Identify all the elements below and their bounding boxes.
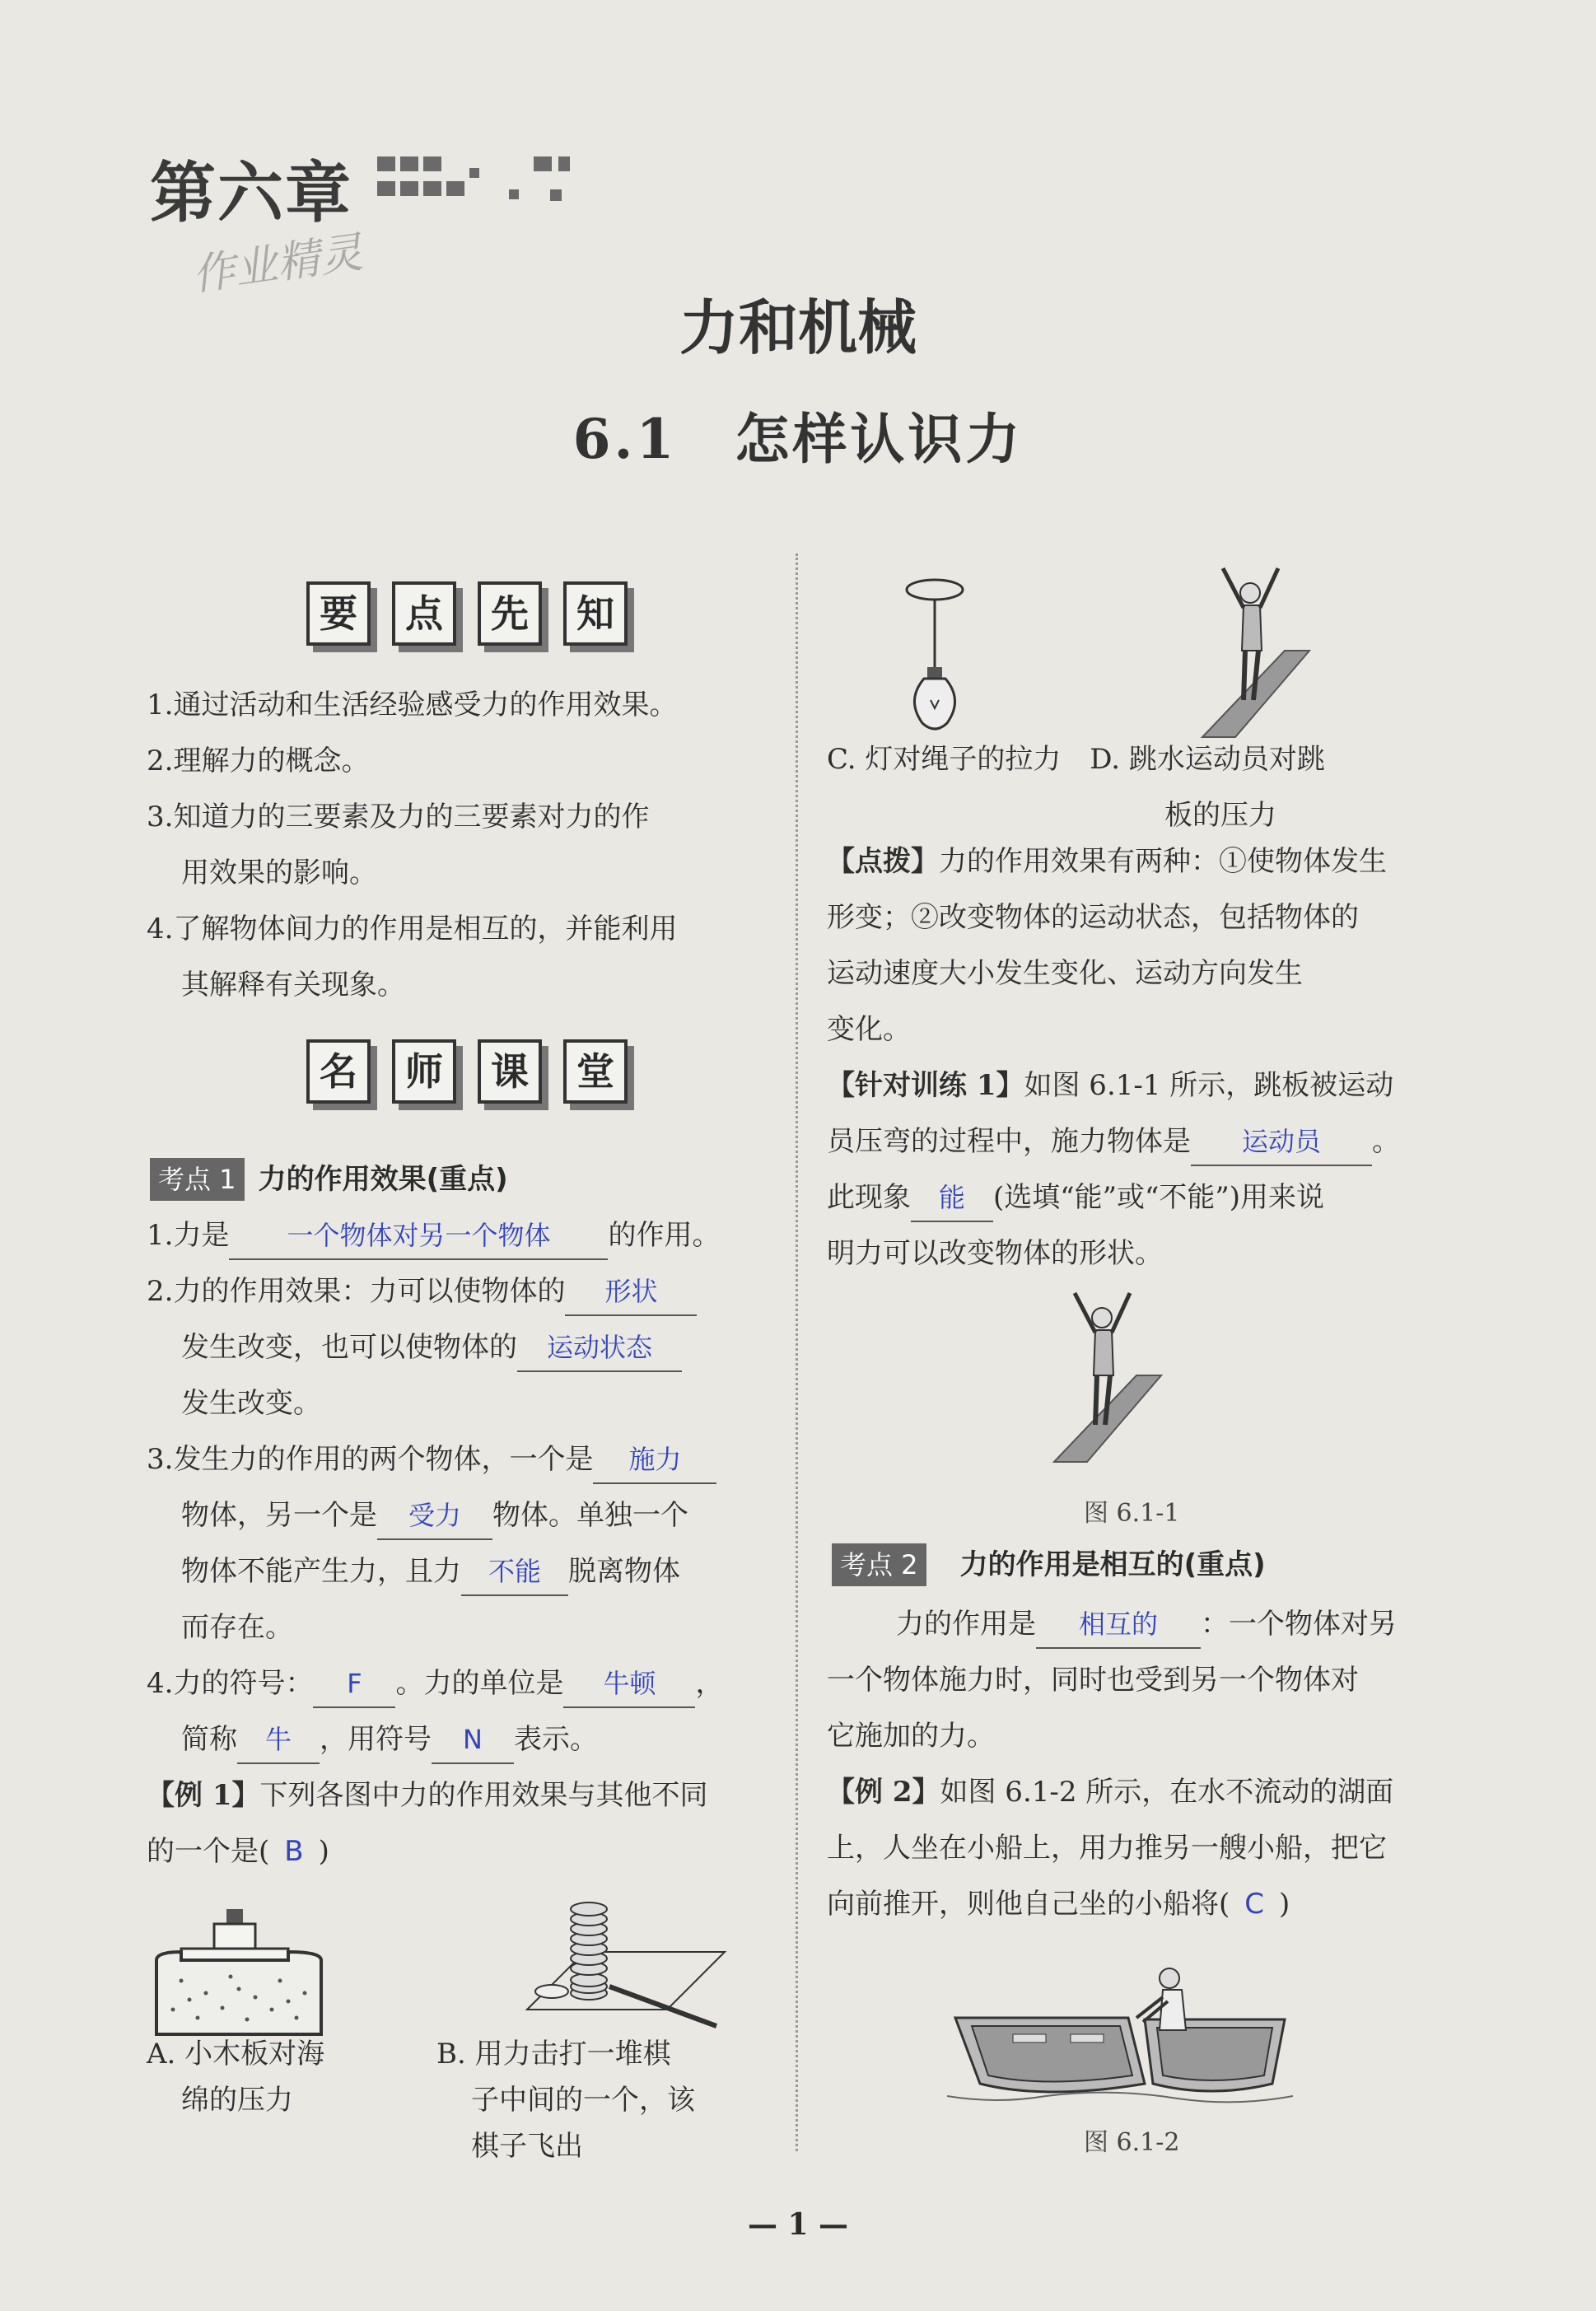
brand-logo: 作业精灵 bbox=[189, 227, 366, 301]
page-number: — 1 — bbox=[747, 2207, 849, 2242]
question-1: 1.力是 一个物体对另一个物体 的作用。 bbox=[147, 1207, 772, 1263]
diver-figure-6-1-1 bbox=[1038, 1285, 1178, 1466]
answer-blank: 牛顿 bbox=[563, 1660, 695, 1708]
answer-blank: 运动员 bbox=[1191, 1118, 1372, 1166]
diver-figure bbox=[1186, 560, 1326, 741]
key-point-title: 力的作用效果(重点) bbox=[258, 1163, 508, 1196]
answer-blank: 施力 bbox=[593, 1436, 716, 1484]
answer-blank: 运动状态 bbox=[517, 1324, 682, 1372]
option-b: B. 用力击打一堆棋 子中间的一个，该 棋子飞出 bbox=[436, 2038, 695, 2163]
answer-blank: 受力 bbox=[377, 1492, 492, 1540]
point-1: 1.通过活动和生活经验感受力的作用效果。 bbox=[147, 689, 678, 721]
key-point-title: 力的作用是相互的(重点) bbox=[959, 1548, 1266, 1581]
example-2-answer: C bbox=[1244, 1888, 1265, 1921]
column-divider bbox=[796, 553, 798, 2151]
key-point-tag: 考点 2 bbox=[832, 1543, 926, 1586]
key-points-list bbox=[147, 677, 772, 1013]
question-3: 3.发生力的作用的两个物体，一个是 施力 bbox=[147, 1431, 772, 1487]
option-d: D. 跳水运动员对跳 bbox=[1090, 743, 1325, 776]
checkers-figure bbox=[494, 1894, 733, 2034]
answer-blank: N bbox=[432, 1716, 514, 1764]
answer-blank: F bbox=[313, 1660, 395, 1708]
figure-caption: 图 6.1-2 bbox=[1084, 2128, 1180, 2157]
point-4-cont: 其解释有关现象。 bbox=[181, 969, 405, 1001]
tip-block: 【点拨】力的作用效果有两种：①使物体发生 形变；②改变物体的运动状态，包括物体的 运动速度大小发生变化、运动方向发生 变化。 【针对训练 1】如图 6.1-1 所示，跳板被运动 员压弯的过程中，施力物体是 运动员 。 此现象 能 (选填“能”或“不能”)用来说 明力可以改变物体的形状。 bbox=[827, 845, 1400, 1270]
key-point-1 bbox=[150, 1156, 508, 1201]
chapter-title: 第六章 bbox=[150, 155, 352, 231]
answer-blank: 相互的 bbox=[1036, 1601, 1201, 1649]
example-1-answer: B bbox=[284, 1835, 304, 1868]
section-title: 6.1 怎样认识力 bbox=[572, 407, 1024, 471]
questions-block: 1.力是 一个物体对另一个物体 的作用。 2.力的作用效果：力可以使物体的 形状 发生改变，也可以使物体的 运动状态 发生改变。 3.发生力的作用的两个物体，一个是 施力 物体，另一个是 受力 物体。单独一个 物体不能产生力，且力 不能 脱离物体 而存在。 4.力的符号： F 。力的单位是 牛顿 ， 简称 牛 ，用符号 N 表示。 【例 1】下列各图中力的作用效果与其他不同 的一个是( B ) bbox=[147, 1207, 772, 1879]
boats-figure bbox=[947, 1960, 1293, 2117]
point-4: 4.了解物体间力的作用是相互的，并能利用 bbox=[147, 913, 678, 945]
answer-blank: 一个物体对另一个物体 bbox=[229, 1212, 608, 1260]
options-cd: C. 灯对绳子的拉力 D. 跳水运动员对跳 板的压力 bbox=[827, 743, 1325, 832]
lamp-figure bbox=[889, 577, 980, 741]
point-3-cont: 用效果的影响。 bbox=[181, 857, 377, 889]
question-2: 2.力的作用效果：力可以使物体的 形状 bbox=[147, 1263, 772, 1319]
heading-key-points: 要 点 先 知 bbox=[306, 581, 628, 646]
point-3: 3.知道力的三要素及力的三要素对力的作 bbox=[147, 801, 650, 833]
answer-blank: 形状 bbox=[565, 1268, 697, 1316]
key-point-2 bbox=[832, 1542, 1266, 1586]
chapter-decoration bbox=[377, 156, 575, 206]
answer-blank: 不能 bbox=[461, 1548, 568, 1596]
option-a: A. 小木板对海 绵的压力 bbox=[147, 2038, 325, 2117]
answer-blank: 能 bbox=[911, 1174, 993, 1222]
figure-caption: 图 6.1-1 bbox=[1084, 1499, 1180, 1528]
mutual-force-block: 力的作用是 相互的 ：一个物体对另 一个物体施力时，同时也受到另一个物体对 它施加的力。 【例 2】如图 6.1-2 所示，在水不流动的湖面 上，人坐在小船上，用力推另一艘小船，把它 向前推开，则他自己坐的小船将( C ) bbox=[827, 1596, 1453, 1932]
example-1: 【例 1】下列各图中力的作用效果与其他不同 bbox=[147, 1779, 708, 1812]
key-point-tag: 考点 1 bbox=[150, 1158, 245, 1201]
option-c: C. 灯对绳子的拉力 bbox=[827, 743, 1062, 776]
answer-blank: 牛 bbox=[237, 1716, 320, 1764]
question-4: 4.力的符号： F 。力的单位是 牛顿 ， bbox=[147, 1655, 772, 1711]
heading-teacher-class: 名 师 课 堂 bbox=[306, 1039, 628, 1104]
point-2: 2.理解力的概念。 bbox=[147, 745, 370, 777]
chapter-main-title: 力和机械 bbox=[679, 293, 917, 362]
